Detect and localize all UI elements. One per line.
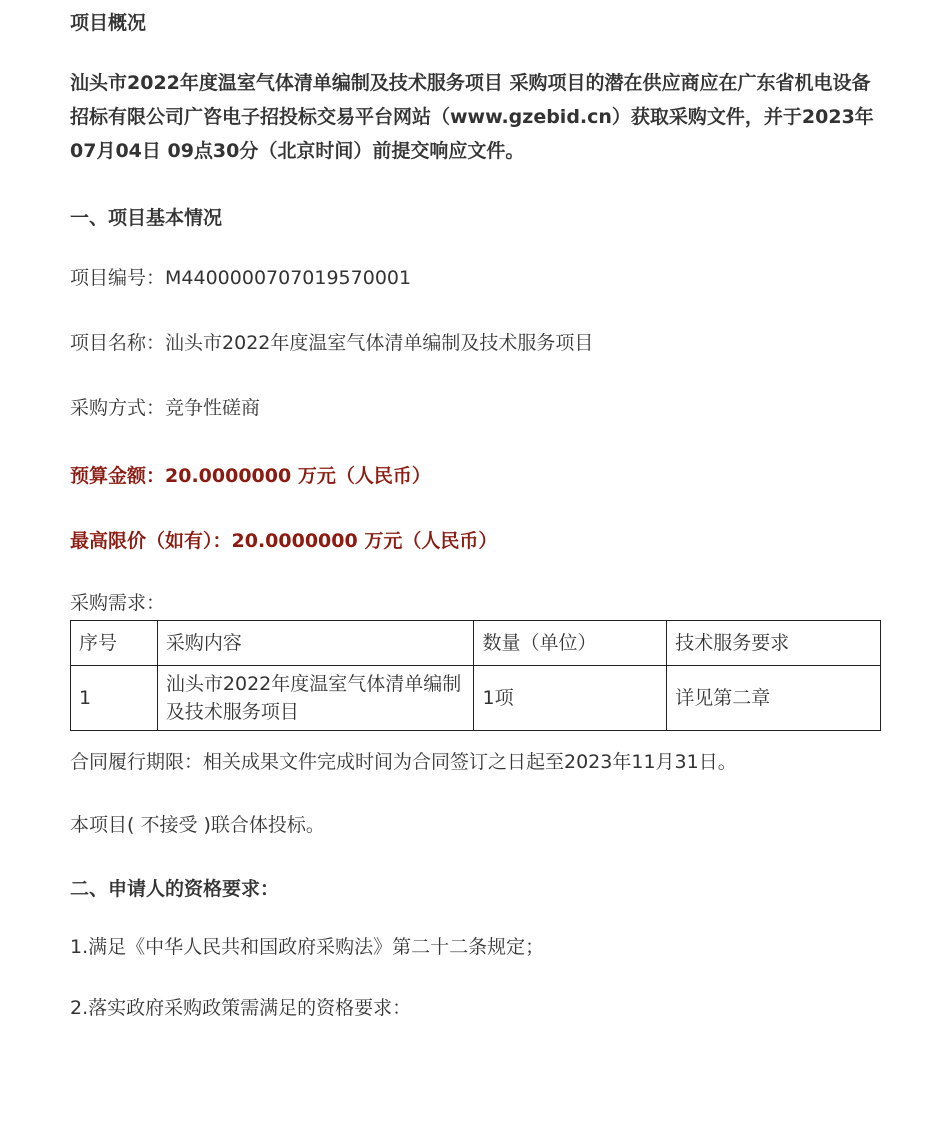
- qualification-item-1: 1.满足《中华人民共和国政府采购法》第二十二条规定；: [70, 936, 545, 958]
- project-name-label: 项目名称：: [70, 332, 166, 354]
- budget-amount: 预算金额：20.0000000 万元（人民币）: [70, 465, 431, 487]
- requirement-table: [70, 620, 881, 731]
- procurement-method-line: [70, 396, 260, 420]
- procurement-method-value: 竞争性磋商: [165, 397, 261, 419]
- procurement-method-label: 采购方式：: [70, 397, 166, 419]
- table-cell: 1: [71, 666, 158, 731]
- project-number-value: M4400000707019570001: [165, 267, 412, 289]
- qualification-item-2: 2.落实政府采购政策需满足的资格要求：: [70, 997, 412, 1019]
- table-header-row: [71, 621, 881, 666]
- table-header-cell: 序号: [71, 621, 158, 666]
- table-row: [71, 666, 881, 731]
- section2-heading: 二、申请人的资格要求：: [70, 878, 280, 900]
- table-header-cell: 技术服务要求: [667, 621, 881, 666]
- table-cell: 1项: [474, 666, 667, 731]
- requirement-label: 采购需求：: [70, 592, 166, 614]
- project-number-label: 项目编号：: [70, 267, 166, 289]
- overview-heading: 项目概况: [70, 12, 147, 34]
- table-header-cell: 数量（单位）: [474, 621, 667, 666]
- consortium-statement: 本项目( 不接受 )联合体投标。: [70, 814, 325, 836]
- contract-period: 合同履行期限：相关成果文件完成时间为合同签订之日起至2023年11月31日。: [70, 751, 737, 773]
- table-cell: 汕头市2022年度温室气体清单编制及技术服务项目: [157, 666, 474, 731]
- table-cell: 详见第二章: [667, 666, 881, 731]
- project-name-value: 汕头市2022年度温室气体清单编制及技术服务项目: [165, 332, 594, 354]
- overview-intro: 汕头市2022年度温室气体清单编制及技术服务项目 采购项目的潜在供应商应在广东省机电设备招标有限公司广咨电子招投标交易平台网站（www.gzebid.cn）获取采购文件，并于2023年07月04日 09点30分（北京时间）前提交响应文件。: [70, 72, 874, 162]
- max-price: 最高限价（如有）：20.0000000 万元（人民币）: [70, 530, 498, 552]
- section1-heading: 一、项目基本情况: [70, 207, 223, 229]
- table-header-cell: 采购内容: [157, 621, 474, 666]
- project-number-line: [70, 266, 411, 290]
- project-name-line: [70, 331, 593, 355]
